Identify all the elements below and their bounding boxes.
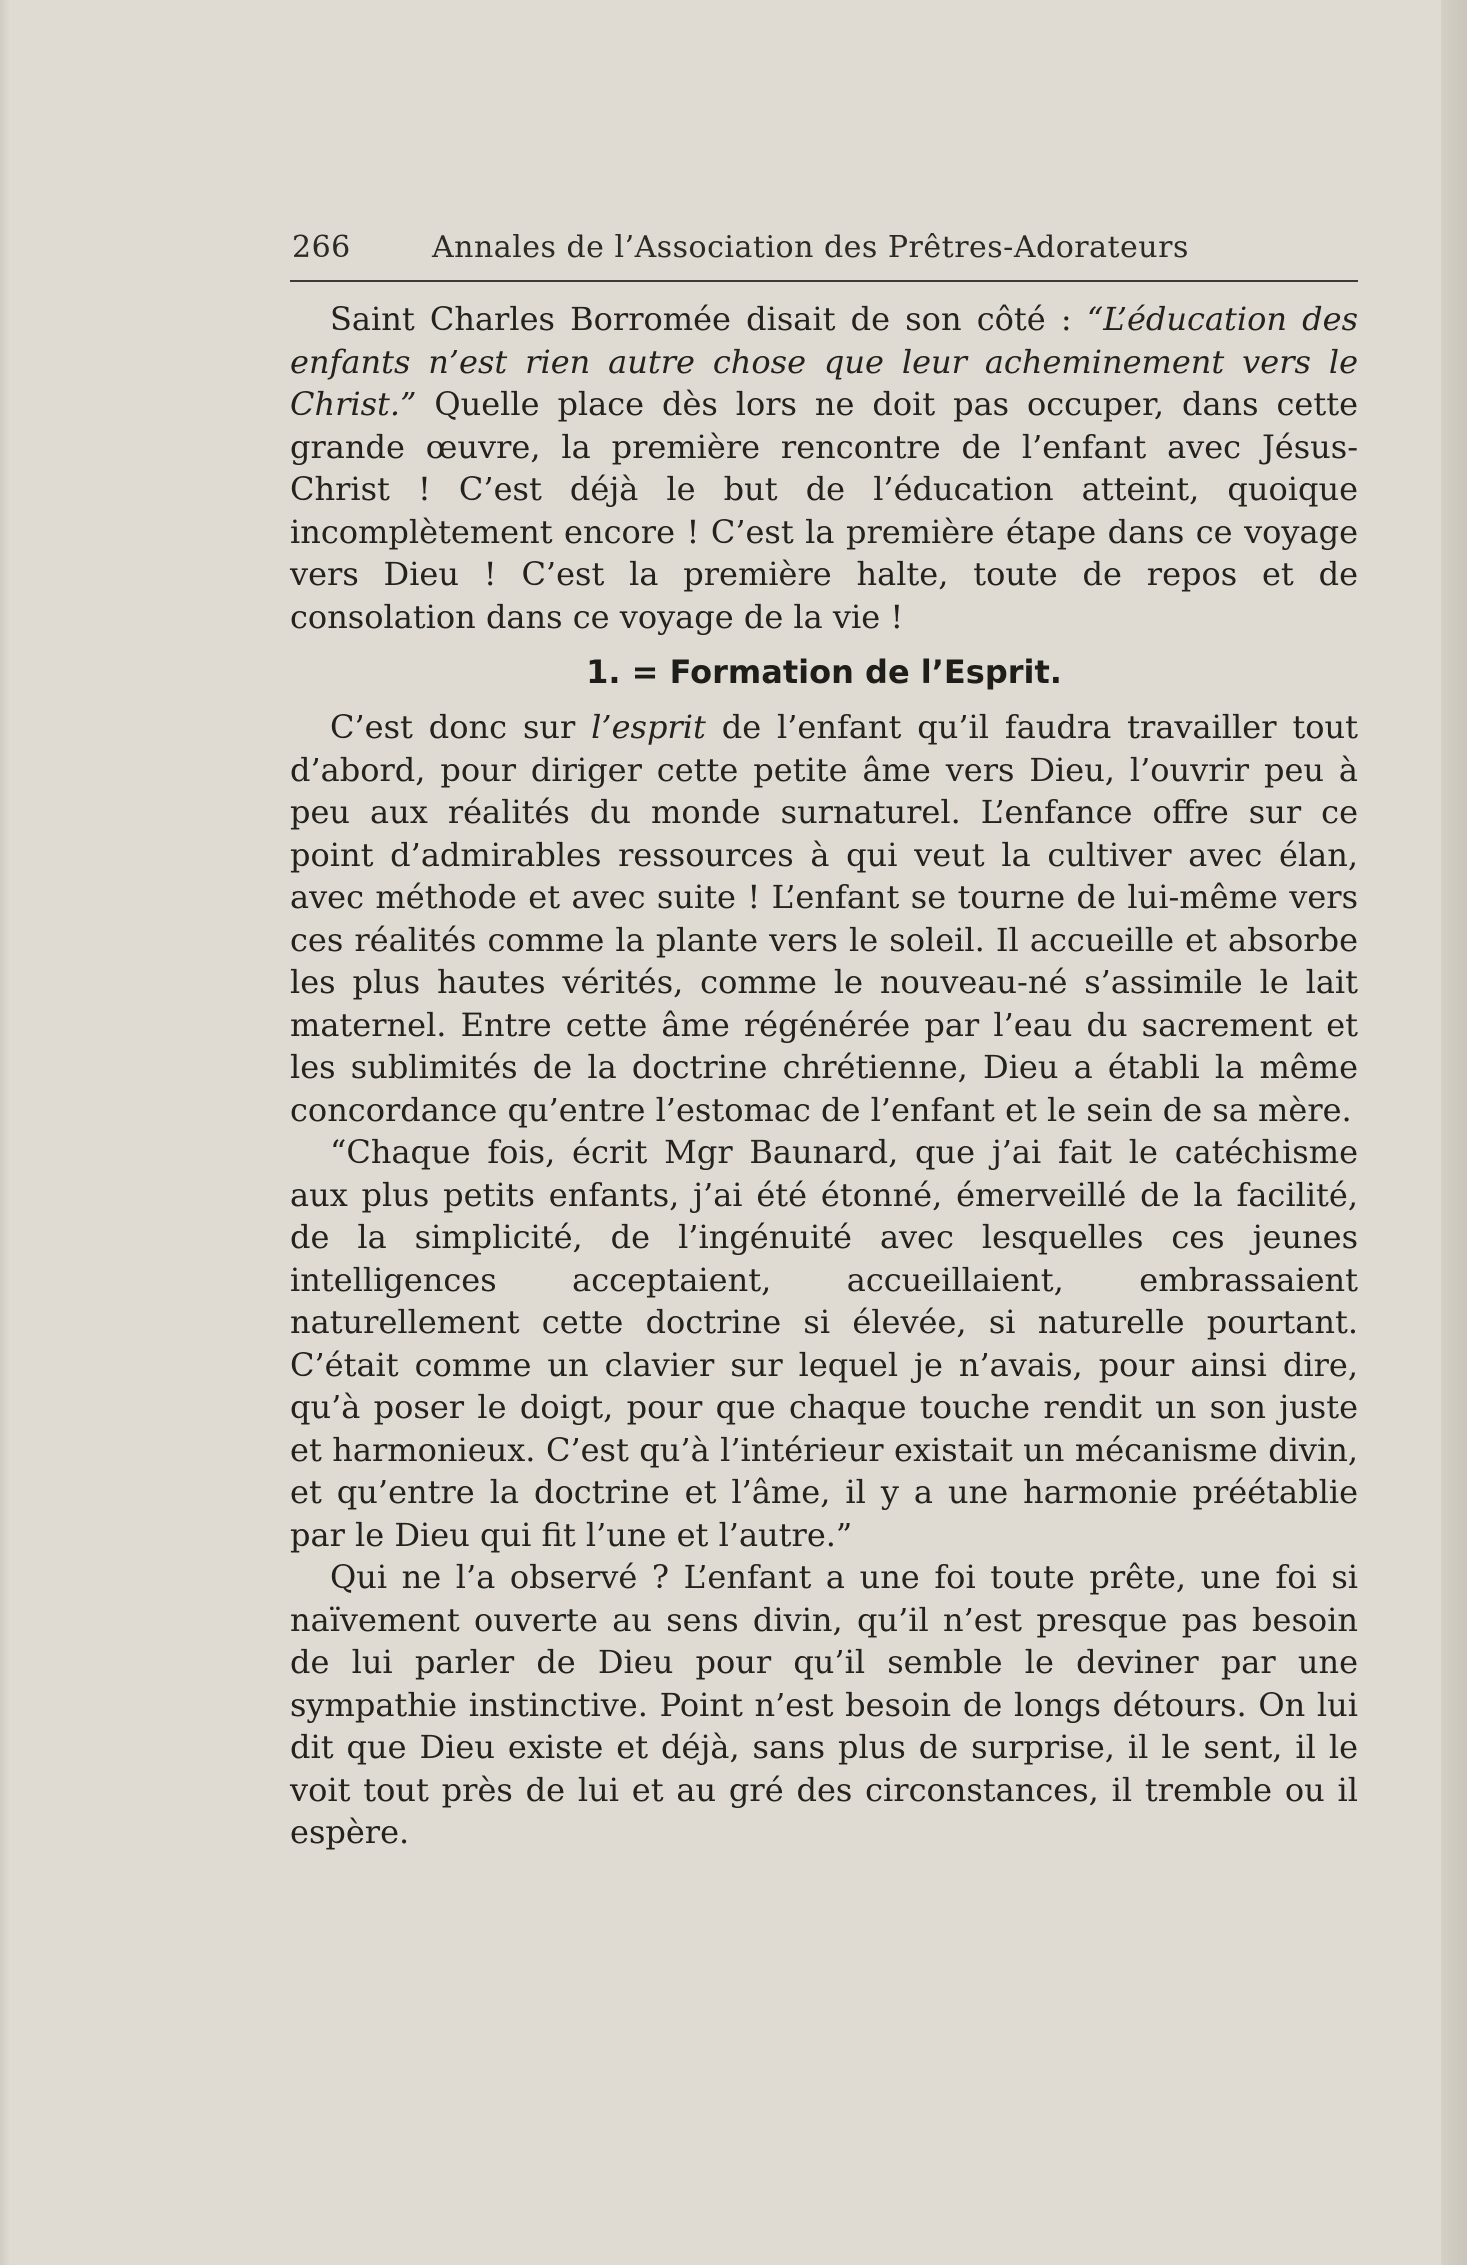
paragraph-3: “Chaque fois, écrit Mgr Baunard, que j’ai fait le catéchisme aux plus petits enfants, j’ai été étonné, émerveillé de la facilité, de la simplicité, de l’ingénuité avec lesquelles ces jeunes intelligences acceptaient, accueillaient, embrassaient naturellement cette doctrine si élevée, si naturelle pourtant. C’était comme un clavier sur lequel je n’avais, pour ainsi dire, qu’à poser le doigt, pour que chaque touche rendit un son juste et harmonieux. C’est qu’à l’intérieur existait un mécanisme divin, et qu’entre la doctrine et l’âme, il y a une harmonie préétablie par le Dieu qui fit l’une et l’autre.” (290, 1133, 1358, 1554)
paragraph-4: Qui ne l’a observé ? L’enfant a une foi toute prête, une foi si naïvement ouverte au sens divin, qu’il n’est presque pas besoin de lui parler de Dieu pour qu’il semble le deviner par une sympathie instinctive. Point n’est besoin de longs détours. On lui dit que Dieu existe et déjà, sans plus de surprise, il le sent, il le voit tout près de lui et au gré des circonstances, il tremble ou il espère. (290, 1558, 1358, 1851)
page-number: 266 (292, 230, 351, 265)
page-right-edge (1441, 0, 1467, 2265)
running-title: Annales de l’Association des Prêtres-Adorateurs (432, 230, 1189, 265)
running-header (292, 230, 1357, 276)
header-rule (290, 280, 1358, 282)
paragraph-1-lead: Saint Charles Borromée disait de son côté : (330, 300, 1087, 338)
paragraph-1-rest: Quelle place dès lors ne doit pas occuper, dans cette grande œuvre, la première rencontre de l’enfant avec Jésus-Christ ! C’est déjà le but de l’éducation atteint, quoique incomplètement encore ! C’est la première étape dans ce voyage vers Dieu ! C’est la première halte, toute de repos et de consolation dans ce voyage de la vie ! (290, 385, 1358, 636)
paragraph-2-lead: C’est donc sur (330, 708, 592, 746)
section-heading: 1. = Formation de l’Esprit. (586, 653, 1062, 691)
paragraph-1 (290, 298, 1358, 638)
paragraph-2-italic: l’esprit (591, 708, 706, 746)
page-left-edge (0, 0, 10, 2265)
paragraph-2-rest: de l’enfant qu’il faudra travailler tout d’abord, pour diriger cette petite âme vers Dieu, l’ouvrir peu à peu aux réalités du monde surnaturel. L’enfance offre sur ce point d’admirables ressources à qui veut la cultiver avec élan, avec méthode et avec suite ! L’enfant se tourne de lui-même vers ces réalités comme la plante vers le soleil. Il accueille et absorbe les plus hautes vérités, comme le nouveau-né s’assimile le lait maternel. Entre cette âme régénérée par l’eau du sacrement et les sublimités de la doctrine chrétienne, Dieu a établi la même concordance qu’entre l’estomac de l’enfant et le sein de sa mère. (290, 708, 1358, 1129)
paragraph-2 (290, 706, 1358, 1131)
paragraph-1-quote: “L’éducation des enfants n’est rien autre chose que leur acheminement vers le Christ.” (290, 300, 1359, 423)
body-text (290, 298, 1358, 1854)
